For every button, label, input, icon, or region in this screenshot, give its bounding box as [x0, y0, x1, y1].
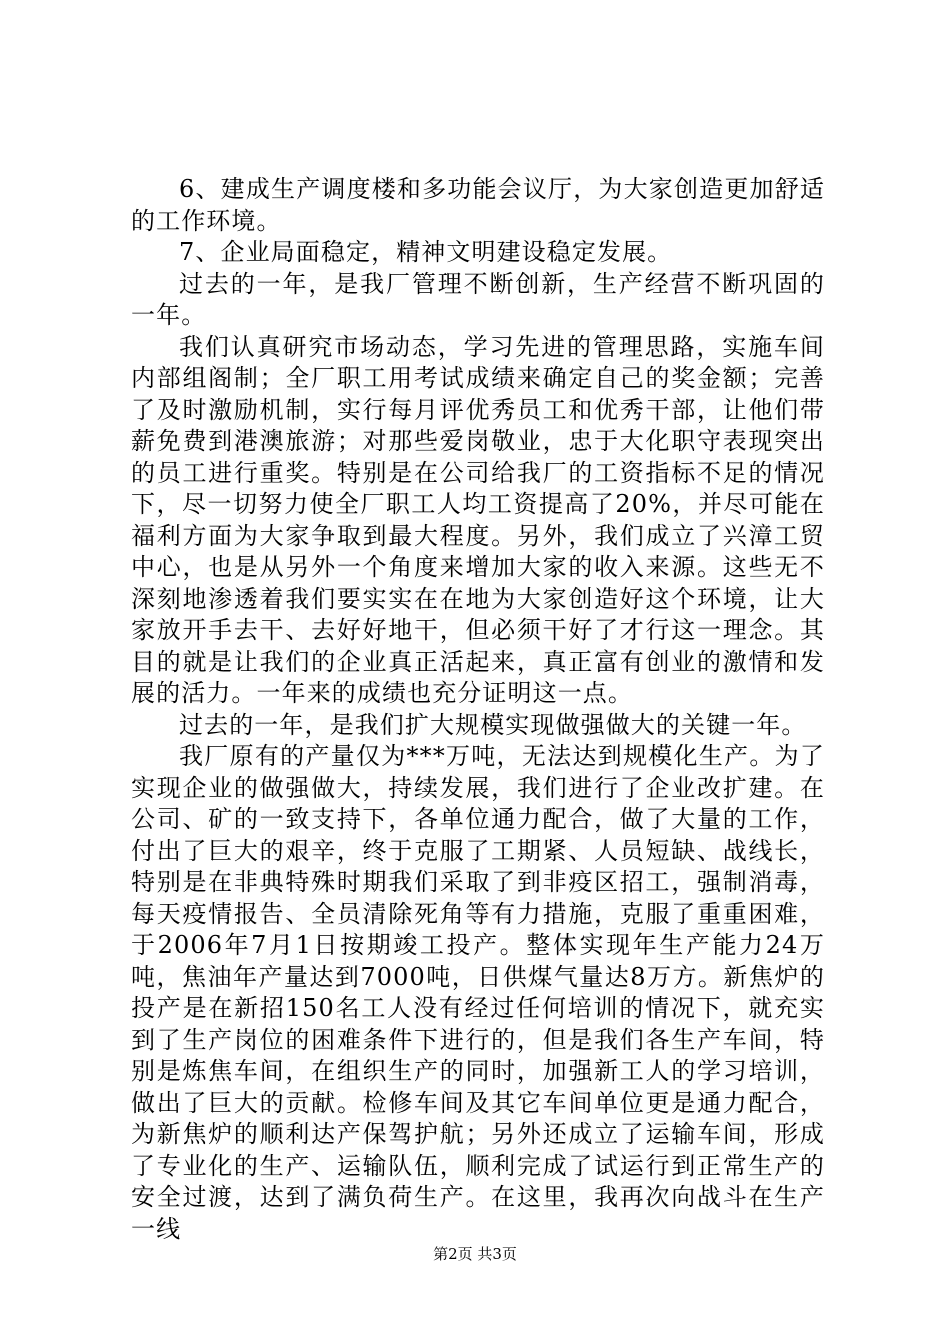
paragraph: 过去的一年，是我们扩大规模实现做强做大的关键一年。 — [179, 710, 807, 739]
paragraph: 我们认真研究市场动态，学习先进的管理思路，实施车间内部组阁制；全厂职工用考试成绩来确定自己的奖金额；完善了及时激励机制，实行每月评优秀员工和优秀干部，让他们带薪免费到港澳旅游；对那些爱岗敬业，忠于大化职守表现突出的员工进行重奖。特别是在公司给我厂的工资指标不足的情况下，尽一切努力使全厂职工人均工资提高了20%，并尽可能在福利方面为大家争取到最大程度。另外，我们成立了兴漳工贸中心，也是从另外一个角度来增加大家的收入来源。这些无不深刻地渗透着我们要实实在在地为大家创造好这个环境，让大家放开手去干、去好好地干，但必须干好了才行这一理念。其目的就是让我们的企业真正活起来，真正富有创业的激情和发展的活力。一年来的成绩也充分证明这一点。 — [131, 332, 825, 707]
document-body — [131, 174, 825, 1245]
paragraph: 7、企业局面稳定，精神文明建设稳定发展。 — [179, 238, 673, 266]
paragraph: 我厂原有的产量仅为***万吨，无法达到规模化生产。为了实现企业的做强做大，持续发展，我们进行了企业改扩建。在公司、矿的一致支持下，各单位通力配合，做了大量的工作，付出了巨大的艰辛，终于克服了工期紧、人员短缺、战线长，特别是在非典特殊时期我们采取了到非疫区招工，强制消毒，每天疫情报告、全员清除死角等有力措施，克服了重重困难，于2006年7月1日按期竣工投产。整体实现年生产能力24万吨，焦油年产量达到7000吨，日供煤气量达8万方。新焦炉的投产是在新招150名工人没有经过任何培训的情况下，就充实到了生产岗位的困难条件下进行的，但是我们各生产车间，特别是炼焦车间，在组织生产的同时，加强新工人的学习培训，做出了巨大的贡献。检修车间及其它车间单位更是通力配合，为新焦炉的顺利达产保驾护航；另外还成立了运输车间，形成了专业化的生产、运输队伍，顺利完成了试运行到正常生产的安全过渡，达到了满负荷生产。在这里，我再次向战斗在生产一线 — [131, 742, 825, 1243]
page-total: 共3页 — [477, 1245, 517, 1263]
page-footer — [0, 1245, 950, 1263]
paragraph: 过去的一年，是我厂管理不断创新，生产经营不断巩固的一年。 — [131, 269, 825, 329]
page-number: 第2页 — [433, 1245, 473, 1263]
paragraph: 6、建成生产调度楼和多功能会议厅，为大家创造更加舒适的工作环境。 — [131, 175, 825, 235]
